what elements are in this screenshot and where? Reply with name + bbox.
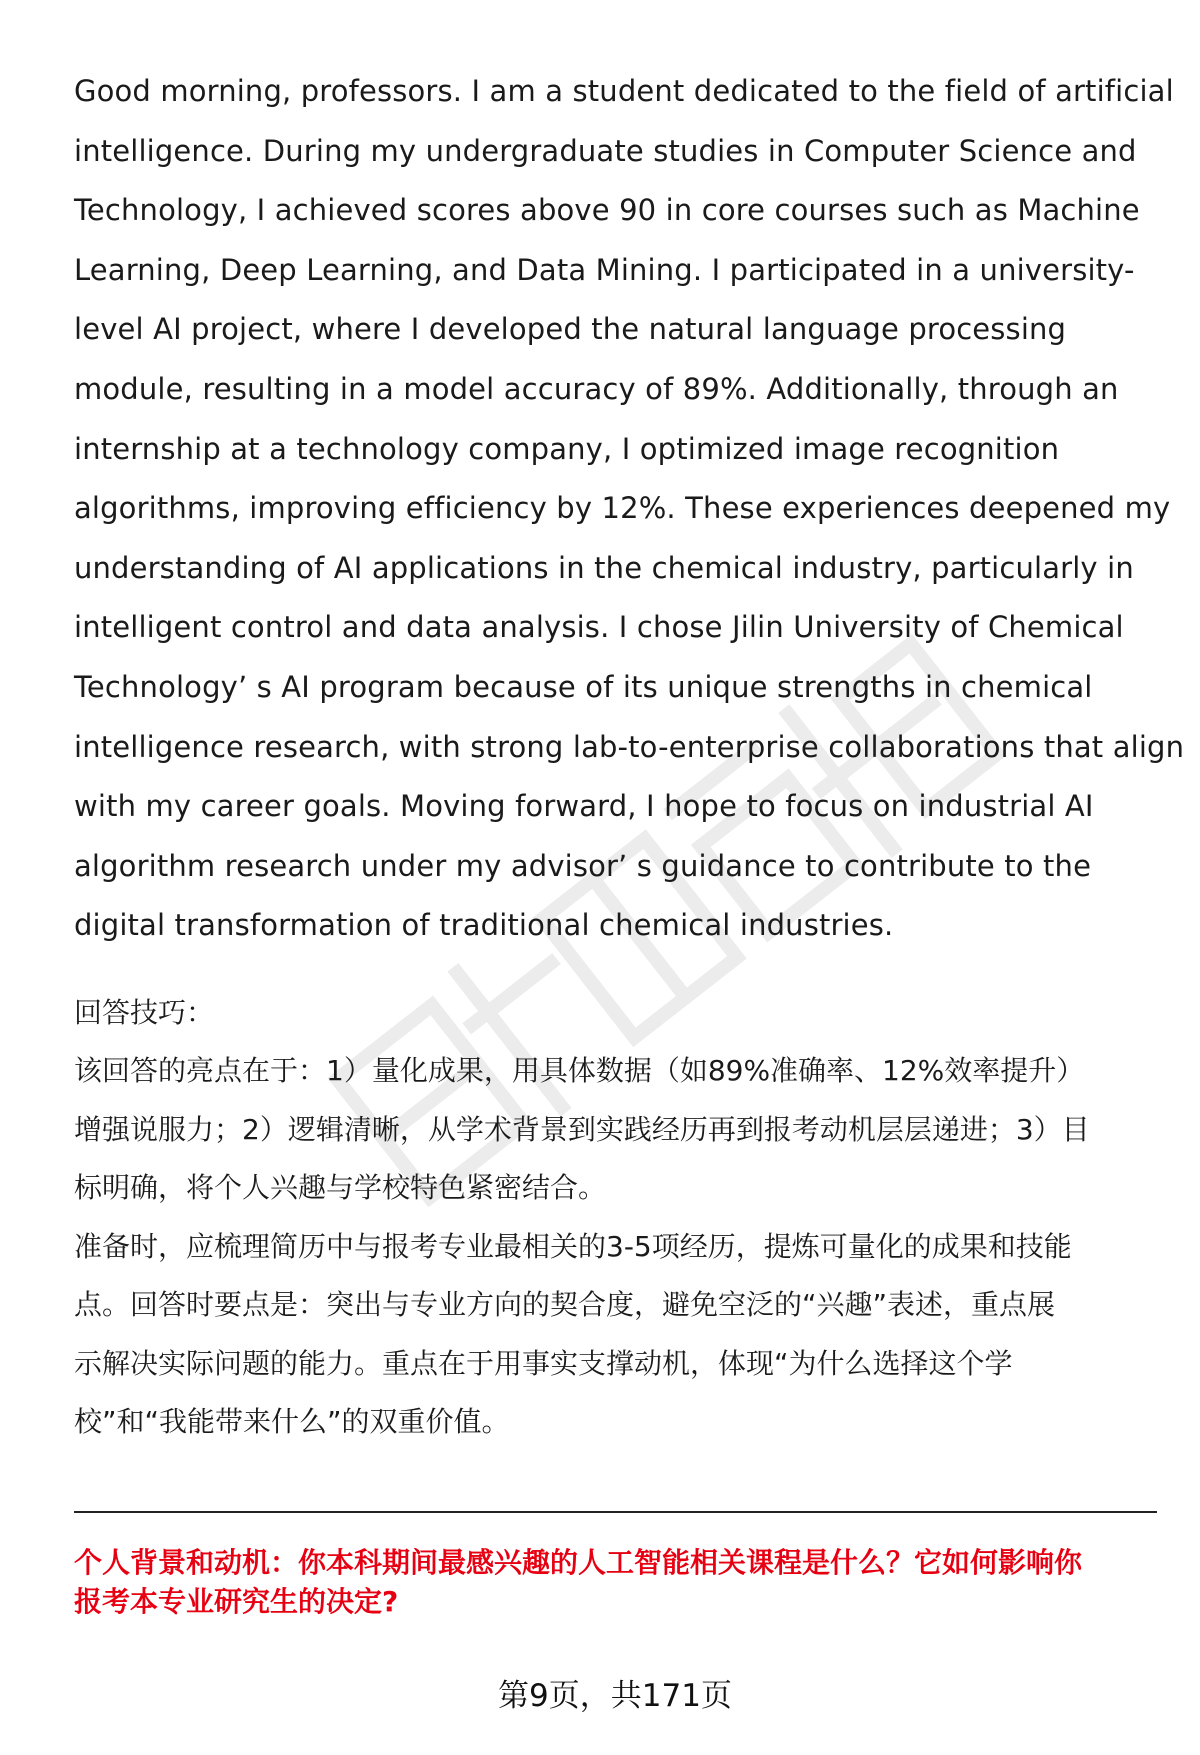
tips-heading: 回答技巧： [74, 995, 215, 1029]
tips-line: 点。回答时要点是：突出与专业方向的契合度，避免空泛的“兴趣”表述，重点展 [74, 1288, 1056, 1322]
section-divider [74, 1511, 1157, 1513]
answer-line: with my career goals. Moving forward, I hope to focus on industrial AI [74, 789, 1094, 824]
answer-line: Learning, Deep Learning, and Data Mining. I participated in a university- [74, 252, 1135, 287]
page-content [74, 62, 1185, 1452]
answer-line: intelligence. During my undergraduate studies in Computer Science and [74, 133, 1137, 168]
page-number: 第9页，共171页 [498, 1678, 732, 1714]
tips-line: 增强说服力；2）逻辑清晰，从学术背景到实践经历再到报考动机层层递进；3）目 [74, 1112, 1090, 1146]
tips-line: 示解决实际问题的能力。重点在于用事实支撑动机，体现“为什么选择这个学 [74, 1346, 1013, 1380]
tips-line: 标明确，将个人兴趣与学校特色紧密结合。 [74, 1171, 607, 1205]
question-line: 个人背景和动机：你本科期间最感兴趣的人工智能相关课程是什么？它如何影响你 [74, 1546, 1083, 1579]
sample-answer [74, 62, 1185, 956]
tips-line: 校”和“我能带来什么”的双重价值。 [74, 1405, 510, 1439]
tips-line: 准备时，应梳理简历中与报考专业最相关的3-5项经历，提炼可量化的成果和技能 [74, 1229, 1072, 1263]
answer-line: Good morning, professors. I am a student dedicated to the field of artificial [74, 74, 1174, 108]
answer-line: level AI project, where I developed the natural language processing [74, 312, 1067, 347]
answer-line: Technology, I achieved scores above 90 in core courses such as Machine [74, 193, 1140, 228]
answer-line: intelligence research, with strong lab-to-enterprise collaborations that align [74, 729, 1185, 764]
answer-line: algorithm research under my advisor’ s guidance to contribute to the [74, 848, 1092, 883]
answer-line: intelligent control and data analysis. I chose Jilin University of Chemical [74, 610, 1124, 645]
answer-line: digital transformation of traditional chemical industries. [74, 908, 894, 943]
tips-line: 该回答的亮点在于：1）量化成果，用具体数据（如89%准确率、12%效率提升） [74, 1053, 1085, 1087]
answer-line: understanding of AI applications in the chemical industry, particularly in [74, 550, 1134, 585]
tips-body [74, 1042, 1154, 1452]
answer-line: internship at a technology company, I optimized image recognition [74, 431, 1060, 466]
next-question [74, 1543, 1164, 1621]
answer-line: algorithms, improving efficiency by 12%. These experiences deepened my [74, 491, 1171, 526]
question-line: 报考本专业研究生的决定? [74, 1585, 399, 1618]
answer-line: Technology’ s AI program because of its unique strengths in chemical [74, 669, 1093, 704]
answer-line: module, resulting in a model accuracy of 89%. Additionally, through an [74, 371, 1119, 406]
